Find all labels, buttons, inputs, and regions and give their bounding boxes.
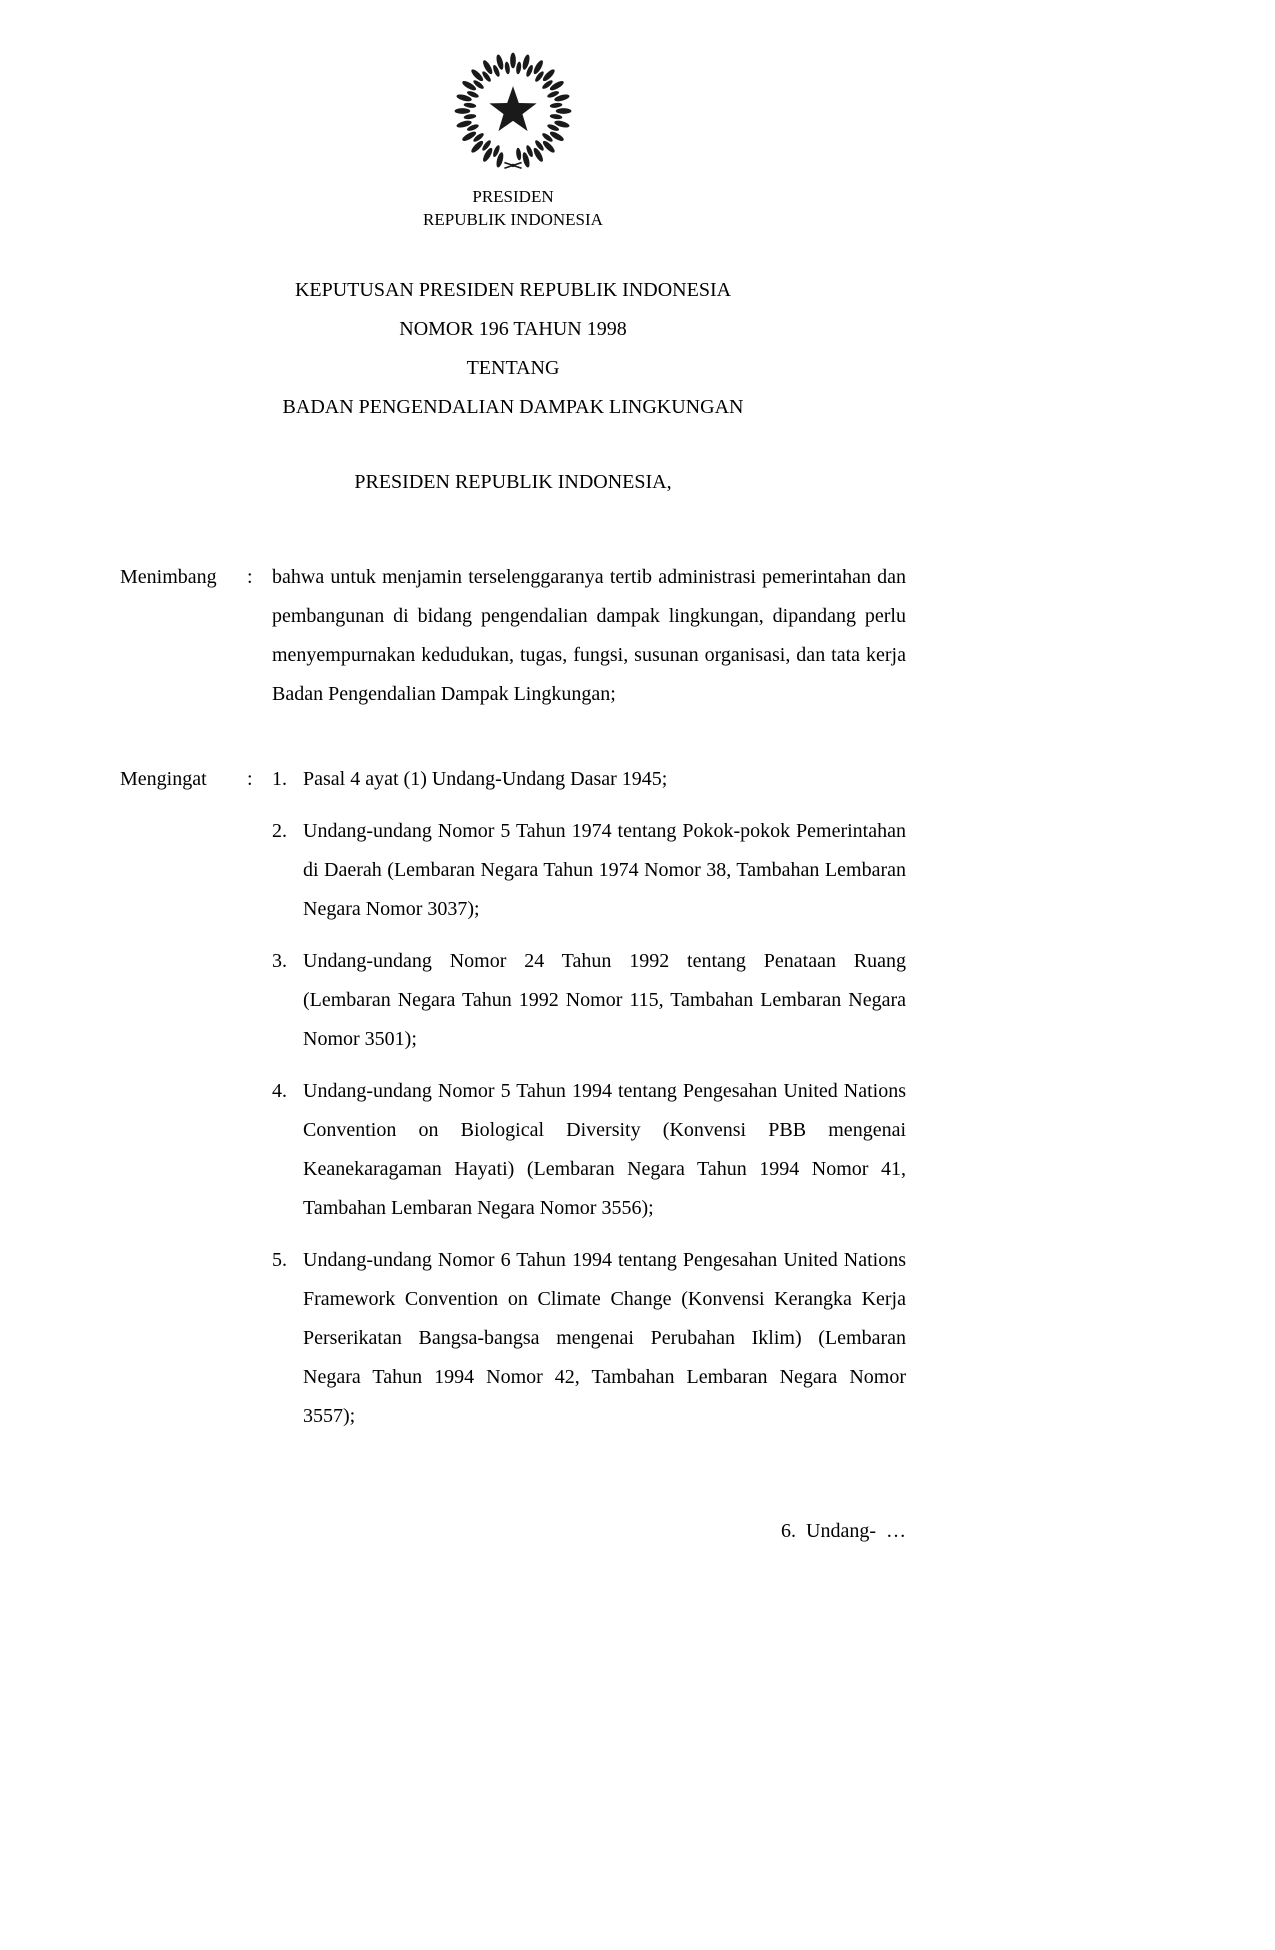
list-item-number: 1.: [272, 768, 287, 790]
list-item-text: Undang-undang Nomor 24 Tahun 1992 tentang Penataan Ruang (Lembaran Negara Tahun 1992 Nomor 115, Tambahan Lembaran Negara Nomor 3501);: [303, 950, 906, 1050]
list-item-number: 2.: [272, 820, 287, 842]
page-catchword: 6. Undang- …: [781, 1520, 906, 1542]
letterhead-line-republik: REPUBLIK INDONESIA: [423, 210, 603, 229]
list-item: [272, 1241, 906, 1436]
star-icon: [489, 86, 536, 131]
decree-title-line3: TENTANG: [466, 357, 560, 379]
list-item: [272, 812, 906, 929]
list-item-text: Undang-undang Nomor 5 Tahun 1974 tentang Pokok-pokok Pemerintahan di Daerah (Lembaran Negara Tahun 1974 Nomor 38, Tambahan Lembaran Negara Nomor 3037);: [303, 820, 906, 920]
presidential-emblem-icon: [450, 48, 576, 174]
list-item: [272, 760, 906, 799]
list-item: [272, 1072, 906, 1228]
menimbang-colon: :: [247, 566, 253, 588]
list-item-text: Undang-undang Nomor 5 Tahun 1994 tentang Pengesahan United Nations Convention on Biological Diversity (Konvensi PBB mengenai Keanekaragaman Hayati) (Lembaran Negara Tahun 1994 Nomor 41, Tambahan Lembaran Negara Nomor 3556);: [303, 1080, 906, 1219]
clause-menimbang: [120, 558, 906, 714]
list-item: [272, 942, 906, 1059]
decree-title-block: [120, 271, 906, 427]
list-item-text: Undang-undang Nomor 6 Tahun 1994 tentang Pengesahan United Nations Framework Convention on Climate Change (Konvensi Kerangka Kerja Perserikatan Bangsa-bangsa mengenai Perubahan Iklim) (Lembaran Negara Tahun 1994 Nomor 42, Tambahan Lembaran Negara Nomor 3557);: [303, 1249, 906, 1427]
letterhead-line-presiden: PRESIDEN: [472, 187, 554, 206]
letterhead-emblem-wrap: [120, 0, 906, 179]
decree-title-line2: NOMOR 196 TAHUN 1998: [399, 318, 627, 340]
clause-mengingat: [120, 760, 906, 1436]
list-item-number: 5.: [272, 1249, 287, 1271]
mengingat-list: [272, 760, 906, 1436]
document-content: [120, 0, 906, 1551]
list-item-number: 3.: [272, 950, 287, 972]
decree-title-line4: BADAN PENGENDALIAN DAMPAK LINGKUNGAN: [282, 396, 744, 418]
salutation: PRESIDEN REPUBLIK INDONESIA,: [354, 471, 672, 493]
mengingat-label: Mengingat: [120, 768, 207, 790]
mengingat-colon: :: [247, 768, 253, 790]
menimbang-text: bahwa untuk menjamin terselenggaranya tertib administrasi pemerintahan dan pembangunan di bidang pengendalian dampak lingkungan, dipandang perlu menyempurnakan kedudukan, tugas, fungsi, susunan organisasi, dan tata kerja Badan Pengendalian Dampak Lingkungan;: [272, 566, 906, 705]
letterhead: [120, 185, 906, 231]
menimbang-label: Menimbang: [120, 566, 217, 588]
wreath-icon: [454, 52, 571, 169]
wreath-ribbon-icon: [504, 163, 521, 169]
list-item-text: Pasal 4 ayat (1) Undang-Undang Dasar 1945;: [303, 768, 668, 790]
list-item-number: 4.: [272, 1080, 287, 1102]
decree-title-line1: KEPUTUSAN PRESIDEN REPUBLIK INDONESIA: [294, 279, 732, 301]
